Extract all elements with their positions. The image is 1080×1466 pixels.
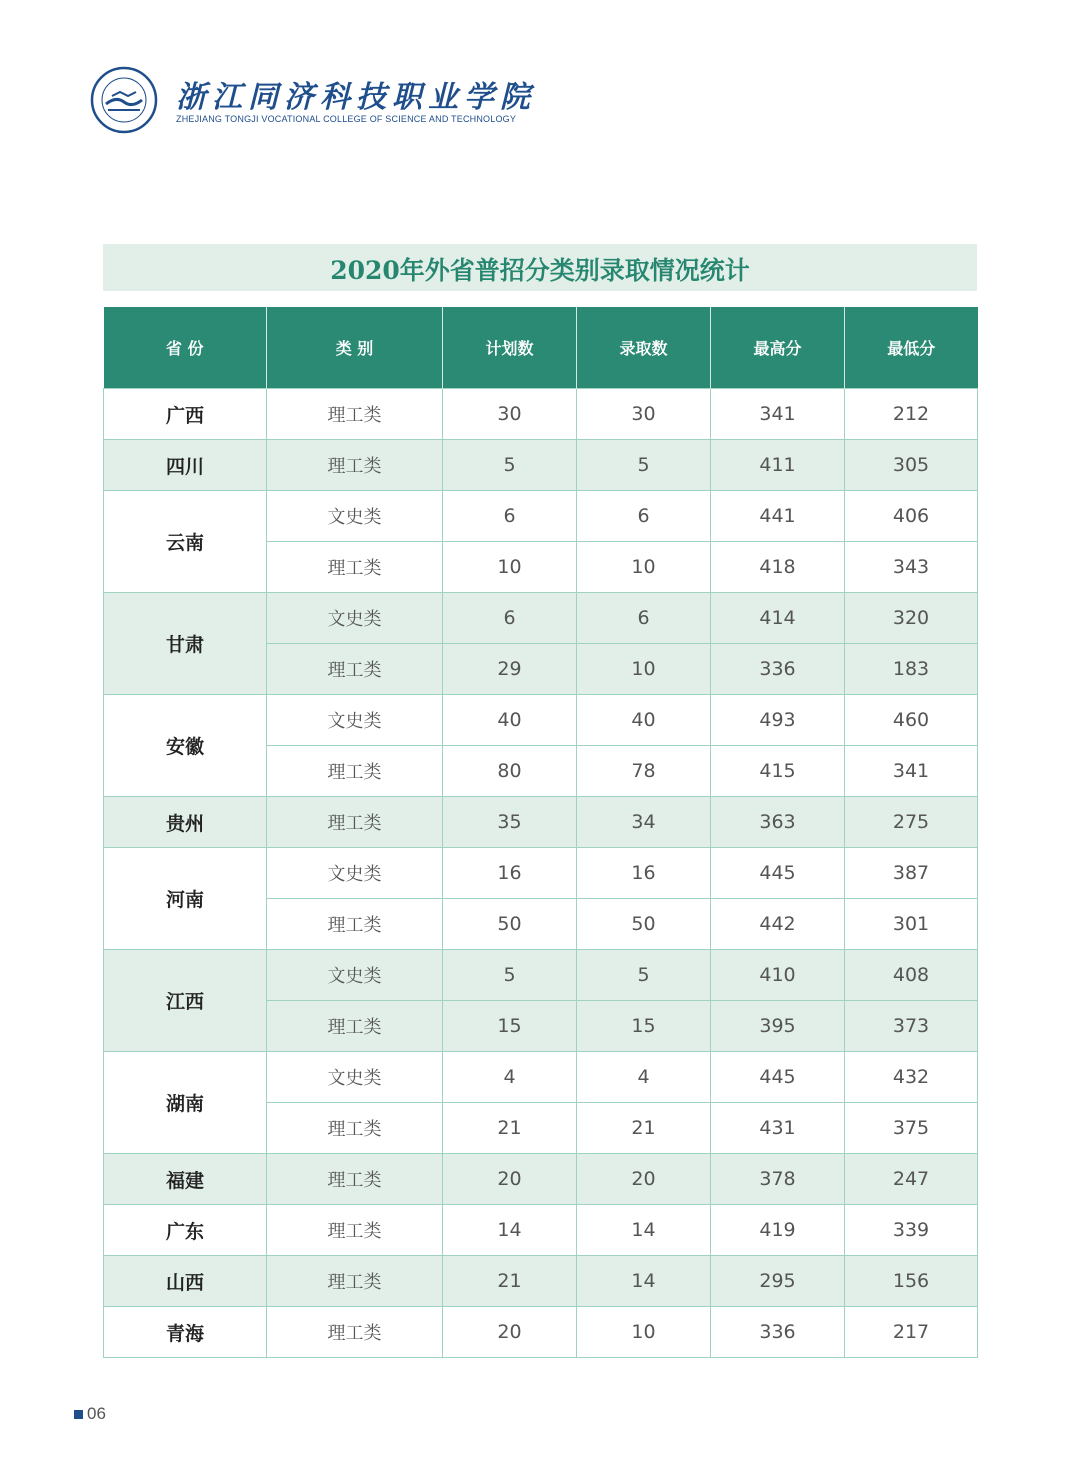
plan-cell: 80	[443, 746, 577, 797]
admitted-cell: 78	[577, 746, 711, 797]
college-logo	[90, 66, 158, 134]
admitted-cell: 4	[577, 1052, 711, 1103]
plan-cell: 35	[443, 797, 577, 848]
table-header-row	[104, 307, 978, 389]
admitted-cell: 14	[577, 1205, 711, 1256]
admitted-cell: 16	[577, 848, 711, 899]
category-cell: 理工类	[267, 1205, 443, 1256]
province-cell: 山西	[104, 1256, 267, 1307]
category-cell: 理工类	[267, 1307, 443, 1358]
title-bar	[103, 244, 977, 291]
min-score-cell: 406	[845, 491, 978, 542]
min-score-cell: 275	[845, 797, 978, 848]
table-row	[104, 1052, 978, 1103]
category-cell: 理工类	[267, 899, 443, 950]
max-score-cell: 419	[711, 1205, 845, 1256]
table-row	[104, 695, 978, 746]
table-row	[104, 1307, 978, 1358]
max-score-cell: 414	[711, 593, 845, 644]
page-marker-icon	[74, 1410, 83, 1419]
category-cell: 理工类	[267, 542, 443, 593]
min-score-cell: 320	[845, 593, 978, 644]
table-row	[104, 1256, 978, 1307]
plan-cell: 20	[443, 1307, 577, 1358]
table-row	[104, 950, 978, 1001]
plan-cell: 29	[443, 644, 577, 695]
admitted-cell: 21	[577, 1103, 711, 1154]
province-cell: 福建	[104, 1154, 267, 1205]
admitted-cell: 6	[577, 491, 711, 542]
plan-cell: 15	[443, 1001, 577, 1052]
plan-cell: 50	[443, 899, 577, 950]
table-row	[104, 1205, 978, 1256]
plan-cell: 21	[443, 1256, 577, 1307]
table-row	[104, 593, 978, 644]
min-score-cell: 212	[845, 389, 978, 440]
admitted-cell: 20	[577, 1154, 711, 1205]
category-cell: 文史类	[267, 950, 443, 1001]
table-row	[104, 1154, 978, 1205]
table-row	[104, 389, 978, 440]
plan-cell: 16	[443, 848, 577, 899]
min-score-cell: 432	[845, 1052, 978, 1103]
admitted-cell: 10	[577, 542, 711, 593]
admitted-cell: 10	[577, 644, 711, 695]
min-score-cell: 408	[845, 950, 978, 1001]
plan-cell: 21	[443, 1103, 577, 1154]
admitted-cell: 14	[577, 1256, 711, 1307]
max-score-cell: 445	[711, 1052, 845, 1103]
max-score-cell: 442	[711, 899, 845, 950]
max-score-cell: 410	[711, 950, 845, 1001]
category-cell: 文史类	[267, 1052, 443, 1103]
category-cell: 理工类	[267, 1154, 443, 1205]
page-number-text: 06	[87, 1404, 106, 1423]
table-row	[104, 848, 978, 899]
category-cell: 理工类	[267, 440, 443, 491]
max-score-cell: 341	[711, 389, 845, 440]
max-score-cell: 295	[711, 1256, 845, 1307]
page-number	[74, 1404, 106, 1424]
page-title: 2020年外省普招分类别录取情况统计	[330, 256, 750, 285]
province-cell: 青海	[104, 1307, 267, 1358]
header-max-score: 最高分	[711, 307, 845, 389]
plan-cell: 6	[443, 593, 577, 644]
admission-table	[103, 307, 978, 1358]
plan-cell: 5	[443, 950, 577, 1001]
min-score-cell: 339	[845, 1205, 978, 1256]
admitted-cell: 10	[577, 1307, 711, 1358]
province-cell: 广西	[104, 389, 267, 440]
category-cell: 文史类	[267, 848, 443, 899]
province-cell: 四川	[104, 440, 267, 491]
admitted-cell: 5	[577, 440, 711, 491]
admitted-cell: 15	[577, 1001, 711, 1052]
province-cell: 湖南	[104, 1052, 267, 1154]
category-cell: 文史类	[267, 593, 443, 644]
province-cell: 安徽	[104, 695, 267, 797]
admitted-cell: 6	[577, 593, 711, 644]
min-score-cell: 183	[845, 644, 978, 695]
min-score-cell: 156	[845, 1256, 978, 1307]
table-row	[104, 440, 978, 491]
max-score-cell: 431	[711, 1103, 845, 1154]
category-cell: 理工类	[267, 797, 443, 848]
max-score-cell: 418	[711, 542, 845, 593]
admitted-cell: 50	[577, 899, 711, 950]
max-score-cell: 378	[711, 1154, 845, 1205]
min-score-cell: 375	[845, 1103, 978, 1154]
max-score-cell: 441	[711, 491, 845, 542]
max-score-cell: 363	[711, 797, 845, 848]
admitted-cell: 5	[577, 950, 711, 1001]
admitted-cell: 40	[577, 695, 711, 746]
plan-cell: 14	[443, 1205, 577, 1256]
max-score-cell: 336	[711, 1307, 845, 1358]
min-score-cell: 460	[845, 695, 978, 746]
min-score-cell: 343	[845, 542, 978, 593]
category-cell: 理工类	[267, 1256, 443, 1307]
plan-cell: 10	[443, 542, 577, 593]
admitted-cell: 34	[577, 797, 711, 848]
min-score-cell: 373	[845, 1001, 978, 1052]
plan-cell: 20	[443, 1154, 577, 1205]
min-score-cell: 341	[845, 746, 978, 797]
max-score-cell: 411	[711, 440, 845, 491]
province-cell: 江西	[104, 950, 267, 1052]
min-score-cell: 217	[845, 1307, 978, 1358]
plan-cell: 6	[443, 491, 577, 542]
admitted-cell: 30	[577, 389, 711, 440]
category-cell: 文史类	[267, 695, 443, 746]
header-plan: 计划数	[443, 307, 577, 389]
province-cell: 贵州	[104, 797, 267, 848]
province-cell: 河南	[104, 848, 267, 950]
min-score-cell: 305	[845, 440, 978, 491]
min-score-cell: 247	[845, 1154, 978, 1205]
max-score-cell: 336	[711, 644, 845, 695]
category-cell: 文史类	[267, 491, 443, 542]
college-name: 浙江同济科技职业学院	[176, 80, 536, 115]
max-score-cell: 493	[711, 695, 845, 746]
category-cell: 理工类	[267, 1001, 443, 1052]
category-cell: 理工类	[267, 746, 443, 797]
province-cell: 广东	[104, 1205, 267, 1256]
category-cell: 理工类	[267, 644, 443, 695]
max-score-cell: 445	[711, 848, 845, 899]
table-body	[104, 389, 978, 1358]
header-category: 类 别	[267, 307, 443, 389]
table-row	[104, 491, 978, 542]
min-score-cell: 387	[845, 848, 978, 899]
min-score-cell: 301	[845, 899, 978, 950]
province-cell: 云南	[104, 491, 267, 593]
category-cell: 理工类	[267, 389, 443, 440]
plan-cell: 30	[443, 389, 577, 440]
max-score-cell: 415	[711, 746, 845, 797]
plan-cell: 5	[443, 440, 577, 491]
plan-cell: 40	[443, 695, 577, 746]
header-province: 省 份	[104, 307, 267, 389]
college-name-en: ZHEJIANG TONGJI VOCATIONAL COLLEGE OF SCIENCE AND TECHNOLOGY	[176, 114, 517, 124]
plan-cell: 4	[443, 1052, 577, 1103]
max-score-cell: 395	[711, 1001, 845, 1052]
category-cell: 理工类	[267, 1103, 443, 1154]
province-cell: 甘肃	[104, 593, 267, 695]
header-min-score: 最低分	[845, 307, 978, 389]
header-admitted: 录取数	[577, 307, 711, 389]
table-row	[104, 797, 978, 848]
